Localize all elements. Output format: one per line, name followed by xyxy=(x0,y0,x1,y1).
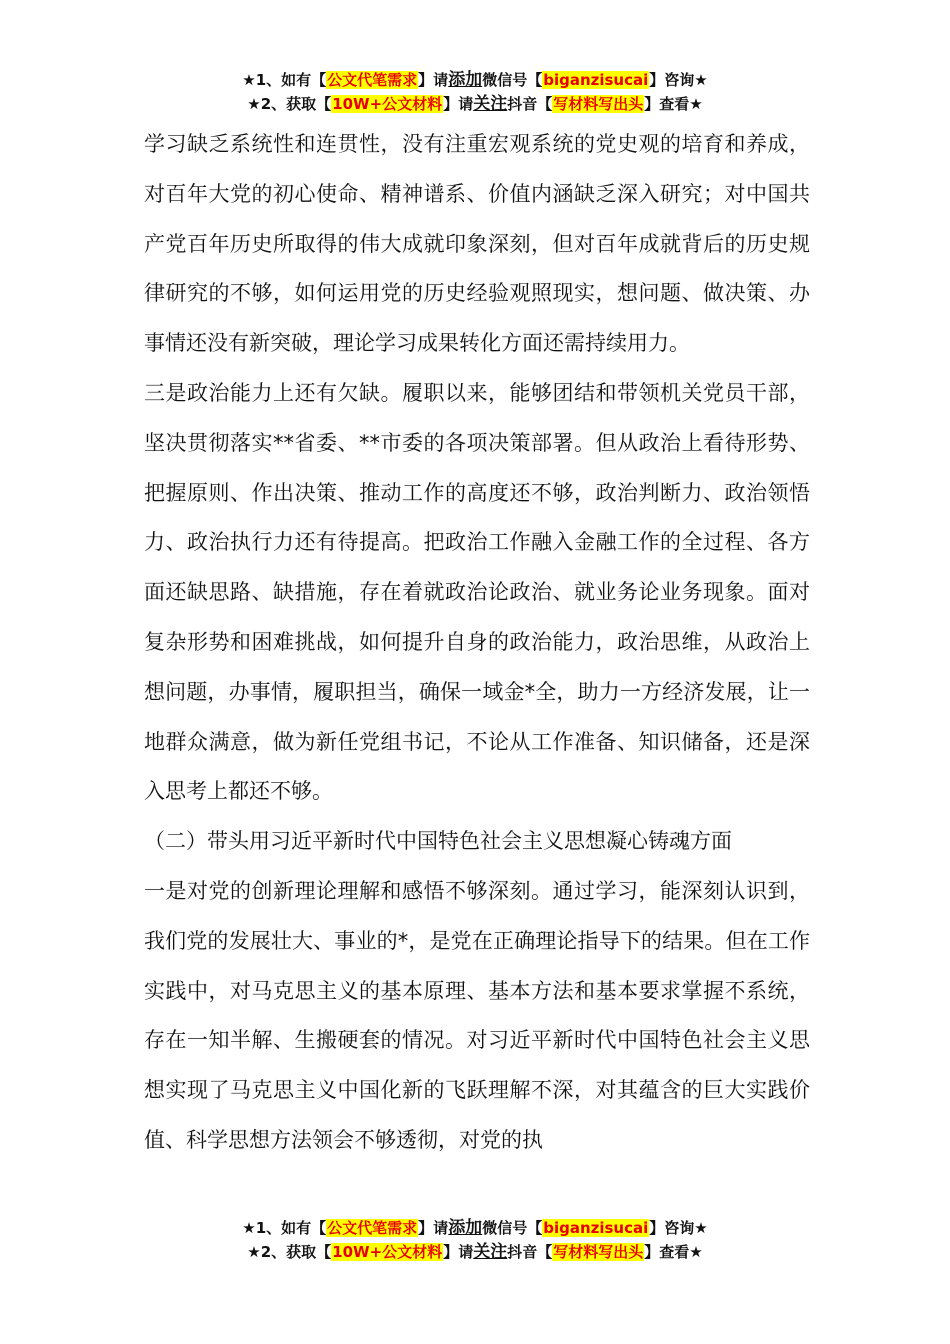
promo-text: ★1、如有【 xyxy=(242,71,327,89)
document-body xyxy=(144,120,810,1166)
promo-text: ★2、获取【 xyxy=(247,1243,332,1261)
promo-text: 】请 xyxy=(443,95,474,113)
promo-highlight: 公文代笔需求 xyxy=(327,1219,418,1237)
promo-emphasis: 关注 xyxy=(473,1242,508,1262)
promo-line-1 xyxy=(0,1216,950,1240)
promo-text: 】请 xyxy=(443,1243,474,1261)
promo-emphasis: 添加 xyxy=(448,70,483,90)
promo-highlight: 公文代笔需求 xyxy=(327,71,418,89)
promo-line-1 xyxy=(0,68,950,92)
paragraph-3: 一是对党的创新理论理解和感悟不够深刻。通过学习，能深刻认识到，我们党的发展壮大、事业的*，是党在正确理论指导下的结果。但在工作实践中，对马克思主义的基本原理、基本方法和基本要求掌握不系统，存在一知半解、生搬硬套的情况。对习近平新时代中国特色社会主义思想实现了马克思主义中国化新的飞跃理解不深，对其蕴含的巨大实践价值、科学思想方法领会不够透彻，对党的执 xyxy=(144,878,810,1152)
promo-highlight: 10W+公文材料 xyxy=(332,95,443,113)
promo-banner-bottom xyxy=(0,1216,950,1264)
promo-text: 抖音【 xyxy=(507,95,553,113)
douyin-account: 写材料写出头 xyxy=(553,1243,644,1261)
promo-text: 】请 xyxy=(418,71,449,89)
section-heading: （二）带头用习近平新时代中国特色社会主义思想凝心铸魂方面 xyxy=(144,829,732,854)
promo-text: 微信号【 xyxy=(482,71,543,89)
promo-text: 抖音【 xyxy=(507,1243,553,1261)
promo-line-2 xyxy=(0,92,950,116)
paragraph-2: 三是政治能力上还有欠缺。履职以来，能够团结和带领机关党员干部，坚决贯彻落实**省委、**市委的各项决策部署。但从政治上看待形势、把握原则、作出决策、推动工作的高度还不够，政治判断力、政治领悟力、政治执行力还有待提高。把政治工作融入金融工作的全过程、各方面还缺思路、缺措施，存在着就政治论政治、就业务论业务现象。面对复杂形势和困难挑战，如何提升自身的政治能力，政治思维，从政治上想问题，办事情，履职担当，确保一域金*全，助力一方经济发展，让一地群众满意，做为新任党组书记，不论从工作准备、知识储备，还是深入思考上都还不够。 xyxy=(144,380,810,804)
promo-text: 】咨询★ xyxy=(649,71,708,89)
promo-text: 微信号【 xyxy=(482,1219,543,1237)
promo-emphasis: 添加 xyxy=(448,1218,483,1238)
wechat-id: biganzisucai xyxy=(543,71,649,89)
promo-text: 】请 xyxy=(418,1219,449,1237)
promo-banner-top xyxy=(0,68,950,116)
douyin-account: 写材料写出头 xyxy=(553,95,644,113)
promo-text: 】查看★ xyxy=(644,1243,703,1261)
promo-text: ★1、如有【 xyxy=(242,1219,327,1237)
promo-text: 】咨询★ xyxy=(649,1219,708,1237)
paragraph-1: 学习缺乏系统性和连贯性，没有注重宏观系统的党史观的培育和养成，对百年大党的初心使命、精神谱系、价值内涵缺乏深入研究；对中国共产党百年历史所取得的伟大成就印象深刻，但对百年成就背后的历史规律研究的不够，如何运用党的历史经验观照现实，想问题、做决策、办事情还没有新突破，理论学习成果转化方面还需持续用力。 xyxy=(144,132,810,356)
promo-text: 】查看★ xyxy=(644,95,703,113)
promo-line-2 xyxy=(0,1240,950,1264)
promo-emphasis: 关注 xyxy=(473,94,508,114)
wechat-id: biganzisucai xyxy=(543,1219,649,1237)
promo-highlight: 10W+公文材料 xyxy=(332,1243,443,1261)
promo-text: ★2、获取【 xyxy=(247,95,332,113)
